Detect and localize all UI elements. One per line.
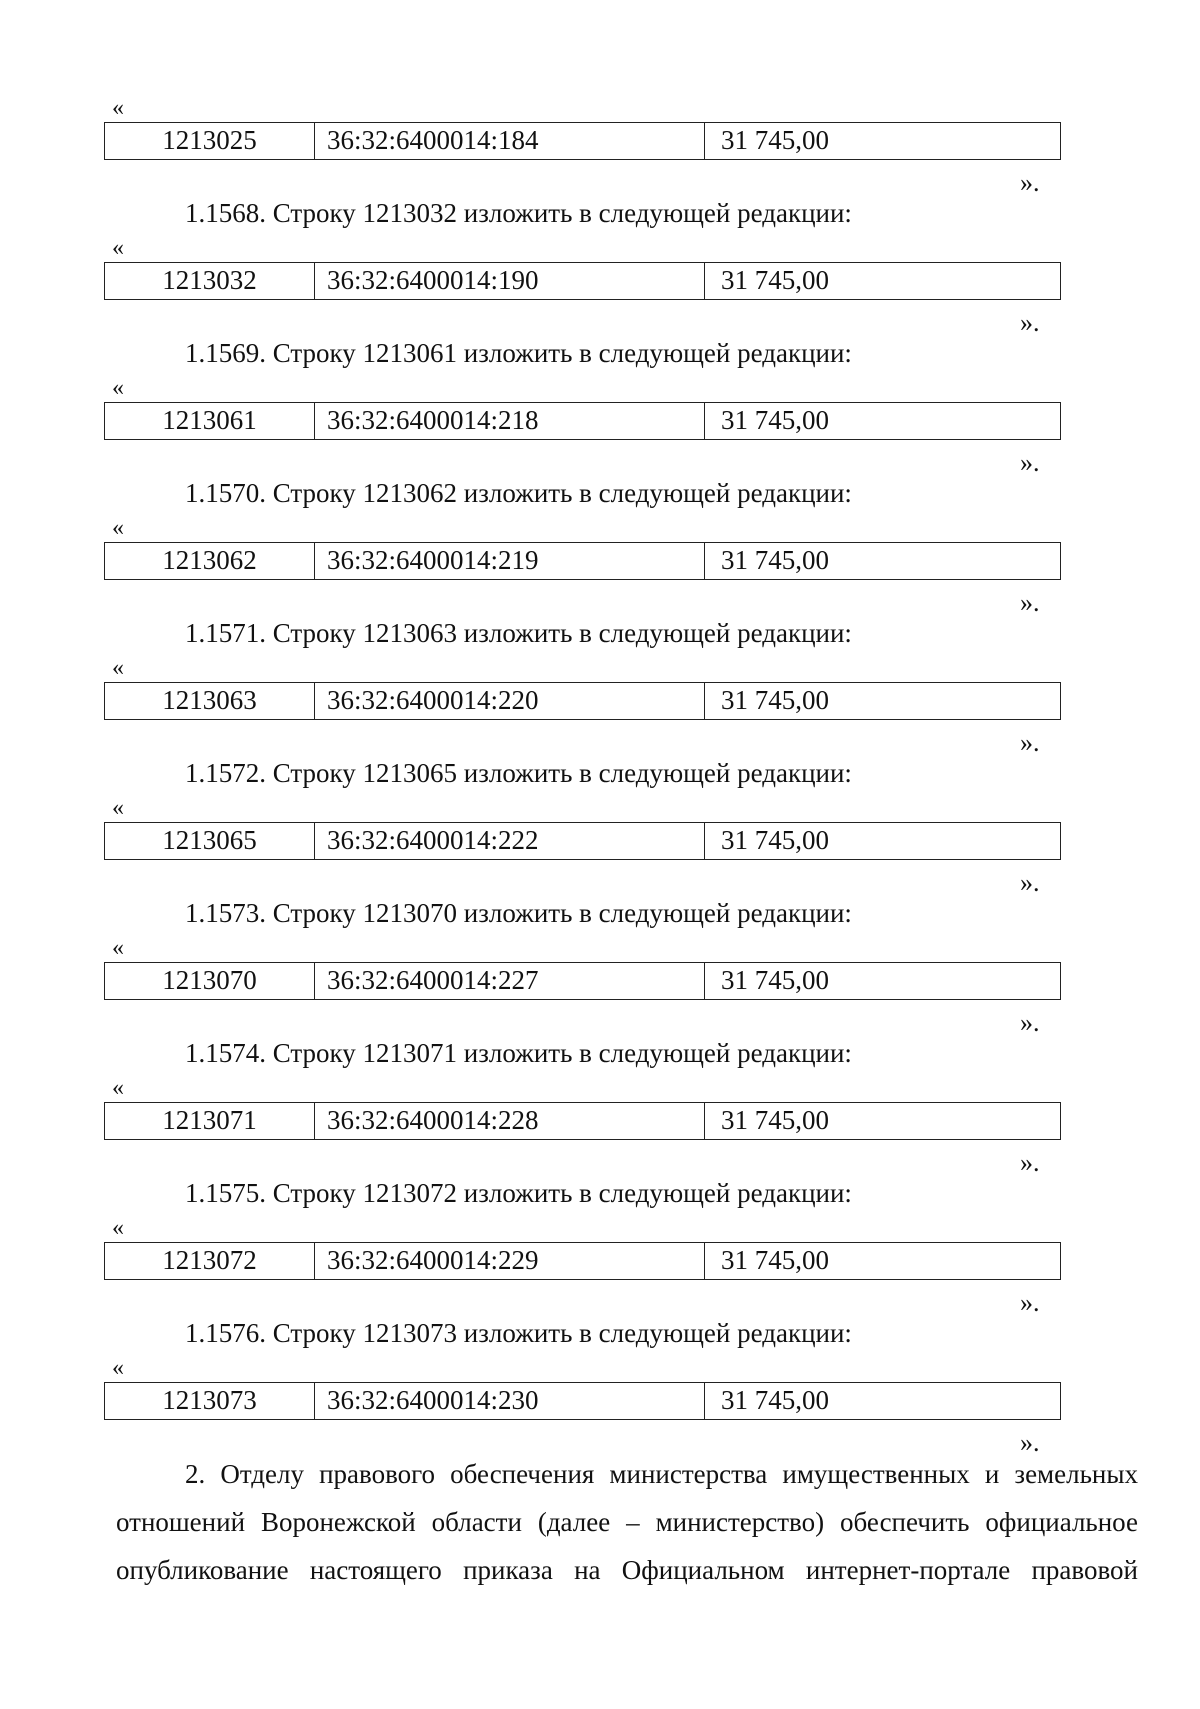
row-code: 1213072 bbox=[105, 1243, 315, 1279]
close-quote: ». bbox=[1020, 868, 1040, 897]
open-quote: « bbox=[112, 515, 124, 541]
cadastral-number: 36:32:6400014:184 bbox=[315, 123, 705, 159]
close-quote: ». bbox=[1020, 168, 1040, 197]
close-quote: ». bbox=[1020, 308, 1040, 337]
amendment-heading: 1.1573. Строку 1213070 изложить в следующей редакции: bbox=[185, 898, 852, 928]
amendment-heading: 1.1571. Строку 1213063 изложить в следующей редакции: bbox=[185, 618, 852, 648]
cadastral-value: 31 745,00 bbox=[721, 1245, 829, 1275]
row-code: 1213065 bbox=[105, 823, 315, 859]
row-code: 1213032 bbox=[105, 263, 315, 299]
table-row bbox=[104, 962, 1061, 1000]
cadastral-value: 31 745,00 bbox=[721, 545, 829, 575]
row-code: 1213061 bbox=[105, 403, 315, 439]
row-code: 1213062 bbox=[105, 543, 315, 579]
close-quote: ». bbox=[1020, 1428, 1040, 1457]
paragraph-line: 2. Отделу правового обеспечения министерства имущественных и земельных bbox=[185, 1459, 1138, 1489]
cadastral-value: 31 745,00 bbox=[721, 1105, 829, 1135]
table-row bbox=[104, 262, 1061, 300]
cadastral-value: 31 745,00 bbox=[721, 1385, 829, 1415]
close-quote: ». bbox=[1020, 448, 1040, 477]
open-quote: « bbox=[112, 795, 124, 821]
table-row bbox=[104, 1102, 1061, 1140]
cadastral-value: 31 745,00 bbox=[721, 125, 829, 155]
close-quote: ». bbox=[1020, 1288, 1040, 1317]
cadastral-number: 36:32:6400014:229 bbox=[315, 1243, 705, 1279]
row-code: 1213071 bbox=[105, 1103, 315, 1139]
cadastral-value: 31 745,00 bbox=[721, 265, 829, 295]
open-quote: « bbox=[112, 1075, 124, 1101]
table-row bbox=[104, 402, 1061, 440]
cadastral-number: 36:32:6400014:228 bbox=[315, 1103, 705, 1139]
amendment-heading: 1.1568. Строку 1213032 изложить в следующей редакции: bbox=[185, 198, 852, 228]
cadastral-number: 36:32:6400014:222 bbox=[315, 823, 705, 859]
cadastral-value: 31 745,00 bbox=[721, 825, 829, 855]
row-code: 1213073 bbox=[105, 1383, 315, 1419]
cadastral-number: 36:32:6400014:230 bbox=[315, 1383, 705, 1419]
close-quote: ». bbox=[1020, 1148, 1040, 1177]
amendment-heading: 1.1570. Строку 1213062 изложить в следующей редакции: bbox=[185, 478, 852, 508]
cadastral-value: 31 745,00 bbox=[721, 405, 829, 435]
amendment-heading: 1.1576. Строку 1213073 изложить в следующей редакции: bbox=[185, 1318, 852, 1348]
cadastral-value: 31 745,00 bbox=[721, 965, 829, 995]
cadastral-number: 36:32:6400014:220 bbox=[315, 683, 705, 719]
amendment-heading: 1.1574. Строку 1213071 изложить в следующей редакции: bbox=[185, 1038, 852, 1068]
row-code: 1213063 bbox=[105, 683, 315, 719]
open-quote: « bbox=[112, 655, 124, 681]
close-quote: ». bbox=[1020, 588, 1040, 617]
cadastral-number: 36:32:6400014:219 bbox=[315, 543, 705, 579]
cadastral-number: 36:32:6400014:218 bbox=[315, 403, 705, 439]
close-quote: ». bbox=[1020, 1008, 1040, 1037]
table-row bbox=[104, 682, 1061, 720]
open-quote: « bbox=[112, 375, 124, 401]
row-code: 1213070 bbox=[105, 963, 315, 999]
open-quote: « bbox=[112, 95, 124, 121]
open-quote: « bbox=[112, 235, 124, 261]
amendment-heading: 1.1572. Строку 1213065 изложить в следующей редакции: bbox=[185, 758, 852, 788]
cadastral-number: 36:32:6400014:190 bbox=[315, 263, 705, 299]
paragraph-line: отношений Воронежской области (далее – министерство) обеспечить официальное bbox=[116, 1507, 1138, 1537]
open-quote: « bbox=[112, 1355, 124, 1381]
table-row bbox=[104, 822, 1061, 860]
cadastral-value: 31 745,00 bbox=[721, 685, 829, 715]
amendment-heading: 1.1575. Строку 1213072 изложить в следующей редакции: bbox=[185, 1178, 852, 1208]
close-quote: ». bbox=[1020, 728, 1040, 757]
paragraph-line: опубликование настоящего приказа на Официальном интернет-портале правовой bbox=[116, 1555, 1138, 1585]
table-row bbox=[104, 1382, 1061, 1420]
amendment-heading: 1.1569. Строку 1213061 изложить в следующей редакции: bbox=[185, 338, 852, 368]
table-row bbox=[104, 122, 1061, 160]
cadastral-number: 36:32:6400014:227 bbox=[315, 963, 705, 999]
table-row bbox=[104, 542, 1061, 580]
row-code: 1213025 bbox=[105, 123, 315, 159]
open-quote: « bbox=[112, 935, 124, 961]
table-row bbox=[104, 1242, 1061, 1280]
open-quote: « bbox=[112, 1215, 124, 1241]
